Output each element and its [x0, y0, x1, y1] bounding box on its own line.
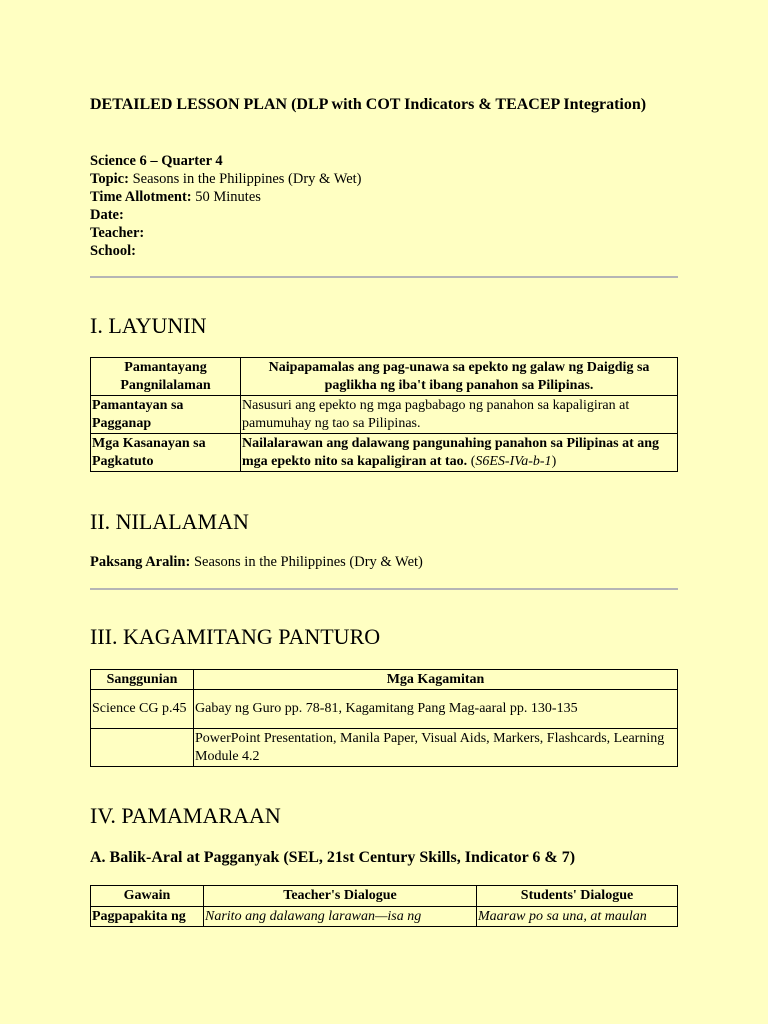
table-row: [91, 729, 678, 767]
table-row: [91, 886, 678, 907]
date-line: Date:: [90, 207, 124, 223]
section-heading-kagamitang-panturo: III. KAGAMITANG PANTURO: [90, 624, 381, 649]
table-cell: Pamantayang Pangnilalaman: [91, 358, 241, 396]
table-cell: [91, 729, 194, 767]
table-cell: Teacher's Dialogue: [204, 886, 477, 907]
time-line: Time Allotment: 50 Minutes: [90, 189, 261, 205]
table-cell: Pamantayan sa Pagganap: [91, 396, 241, 434]
table-cell: Sanggunian: [91, 670, 194, 690]
table-row: [91, 396, 678, 434]
section-heading-nilalaman: II. NILALAMAN: [90, 509, 249, 534]
section-heading-layunin: I. LAYUNIN: [90, 313, 207, 338]
topic-line: Topic: Seasons in the Philippines (Dry & Wet): [90, 171, 362, 187]
teacher-line: Teacher:: [90, 225, 145, 241]
subject-line: Science 6 – Quarter 4: [90, 153, 223, 169]
topic-paragraph: Paksang Aralin: Seasons in the Philippines (Dry & Wet): [90, 554, 423, 570]
table-row: [91, 434, 678, 472]
table-cell: Naipapamalas ang pag-unawa sa epekto ng galaw ng Daigdig sa paglikha ng iba't ibang panahon sa Pilipinas.: [241, 358, 678, 396]
materials-table: [90, 669, 678, 767]
lesson-meta: [90, 152, 362, 260]
table-cell: Narito ang dalawang larawan—isa ng: [204, 907, 477, 927]
table-cell: Nasusuri ang epekto ng mga pagbabago ng panahon sa kapaligiran at pamumuhay ng tao sa Pilipinas.: [241, 396, 678, 434]
table-row: [91, 670, 678, 690]
school-line: School:: [90, 243, 136, 259]
procedure-table: [90, 885, 678, 927]
table-cell: Mga Kagamitan: [194, 670, 678, 690]
subsection-heading: A. Balik-Aral at Pagganyak (SEL, 21st Century Skills, Indicator 6 & 7): [90, 849, 576, 866]
divider: [90, 588, 678, 590]
table-row: [91, 907, 678, 927]
table-cell: Gawain: [91, 886, 204, 907]
table-cell: Mga Kasanayan sa Pagkatuto: [91, 434, 241, 472]
table-cell: Maaraw po sa una, at maulan: [477, 907, 678, 927]
table-cell: Pagpapakita ng: [91, 907, 204, 927]
divider: [90, 276, 678, 278]
section-heading-pamamaraan: IV. PAMAMARAAN: [90, 803, 281, 828]
table-cell: Nailalarawan ang dalawang pangunahing panahon sa Pilipinas at ang mga epekto nito sa kapaligiran at tao. (S6ES-IVa-b-1): [241, 434, 678, 472]
document-title: DETAILED LESSON PLAN (DLP with COT Indicators & TEACEP Integration): [90, 96, 647, 113]
table-cell: Science CG p.45: [91, 690, 194, 729]
table-cell: PowerPoint Presentation, Manila Paper, Visual Aids, Markers, Flashcards, Learning Module 4.2: [194, 729, 678, 767]
objectives-table: [90, 357, 678, 472]
table-row: [91, 358, 678, 396]
table-cell: Gabay ng Guro pp. 78-81, Kagamitang Pang Mag-aaral pp. 130-135: [194, 690, 678, 729]
table-cell: Students' Dialogue: [477, 886, 678, 907]
table-row: [91, 690, 678, 729]
